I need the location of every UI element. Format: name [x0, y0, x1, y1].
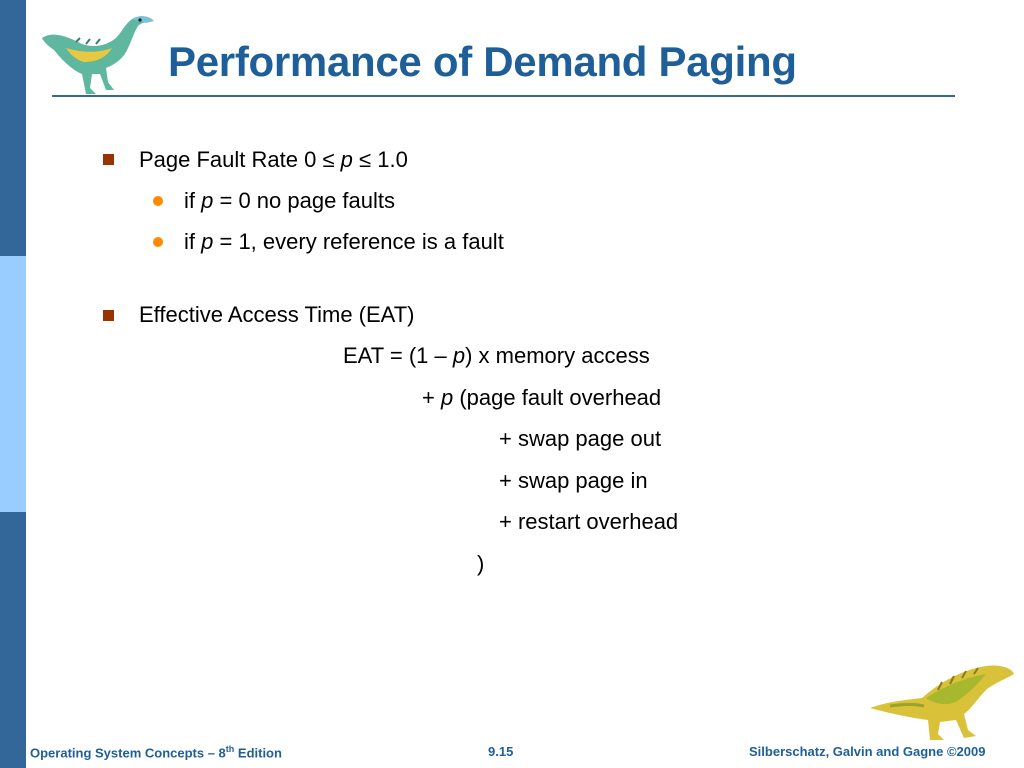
sub-bullet-text: = 0 no page faults: [213, 188, 396, 213]
dinosaur-bottom-icon: [868, 660, 1016, 742]
square-bullet-icon: [103, 154, 114, 165]
sidebar-band-dark-bottom: [0, 512, 26, 768]
formula-line-1: [343, 343, 650, 369]
variable-p: p: [440, 385, 454, 410]
formula-closing-paren: ): [477, 551, 485, 576]
bullet-label: Effective Access Time (EAT): [139, 302, 415, 327]
square-bullet-icon: [103, 310, 114, 321]
less-equal-symbol: ≤: [359, 147, 372, 172]
sub-bullet-text: if: [184, 229, 202, 254]
formula-line-3: + swap page out: [499, 426, 662, 451]
formula-line-2: [422, 385, 661, 411]
footer-authors: Silberschatz, Galvin and Gagne ©2009: [749, 744, 986, 759]
formula-text: ) x memory access: [465, 343, 650, 368]
slide-title: Performance of Demand Paging: [168, 38, 797, 85]
footer-text: Operating System Concepts – 8: [30, 745, 226, 761]
formula-text: +: [422, 385, 441, 410]
bullet-label: Page Fault Rate 0: [139, 147, 323, 172]
variable-p: p: [340, 147, 353, 172]
sub-bullet-no-faults: [184, 188, 395, 214]
footer-book-title: [30, 744, 282, 760]
sidebar-band-light: [0, 256, 26, 512]
sub-bullet-text: = 1, every reference is a fault: [213, 229, 504, 254]
dinosaur-top-icon: [36, 8, 160, 98]
dot-bullet-icon: [153, 196, 163, 206]
dot-bullet-icon: [153, 237, 163, 247]
bullet-page-fault-rate: [139, 147, 408, 173]
footer-superscript: th: [225, 744, 235, 754]
formula-text: EAT = (1 –: [343, 343, 453, 368]
formula-line-5: + restart overhead: [499, 509, 679, 534]
formula-text: (page fault overhead: [453, 385, 662, 410]
title-divider: [52, 95, 955, 97]
variable-p: p: [452, 343, 466, 368]
footer-slide-number: 9.15: [488, 744, 514, 759]
less-equal-symbol: ≤: [322, 147, 335, 172]
formula-line-4: + swap page in: [499, 468, 648, 493]
sub-bullet-every-fault: [184, 229, 504, 255]
variable-p: p: [201, 229, 214, 254]
sub-bullet-text: if: [184, 188, 202, 213]
footer-text: Edition: [234, 745, 282, 761]
left-sidebar-band: [0, 0, 26, 768]
bullet-value: 1.0: [371, 147, 408, 172]
bullet-effective-access-time: [139, 302, 414, 328]
sidebar-band-dark-top: [0, 0, 26, 256]
variable-p: p: [201, 188, 214, 213]
